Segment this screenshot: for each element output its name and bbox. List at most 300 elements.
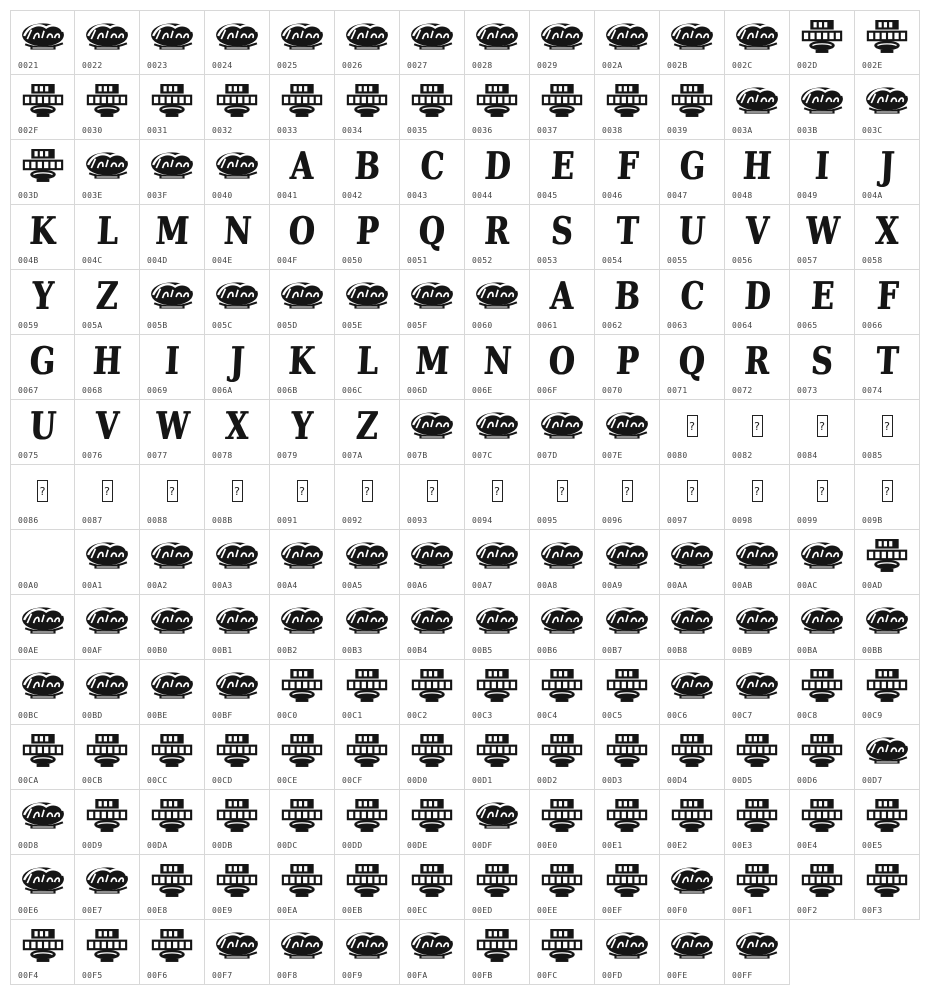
glyph-code-label: 00C0 <box>277 711 298 720</box>
glyph-code-label: 00E0 <box>537 841 558 850</box>
glyph-code-label: 00AC <box>797 581 818 590</box>
glyph-code-label: 00EC <box>407 906 428 915</box>
script-logo-glyph <box>85 670 129 702</box>
badge-logo-icon <box>270 664 334 708</box>
script-logo-icon <box>75 599 139 643</box>
glyph-cell-00cf <box>335 725 400 790</box>
script-logo-icon <box>725 15 789 59</box>
glyph-letter-l: L <box>355 338 379 383</box>
glyph-code-label: 007E <box>602 451 623 460</box>
missing-glyph-icon <box>660 404 724 448</box>
glyph-cell-00de <box>400 790 465 855</box>
glyph-cell-00ee <box>530 855 595 920</box>
glyph-cell-0087 <box>75 465 140 530</box>
script-logo-icon <box>75 144 139 188</box>
script-logo-glyph <box>735 930 779 962</box>
script-logo-icon <box>11 15 74 59</box>
script-logo-glyph <box>475 605 519 637</box>
badge-logo-icon <box>270 794 334 838</box>
glyph-cell-00d8 <box>10 790 75 855</box>
glyph-code-label: 004F <box>277 256 298 265</box>
glyph-cell-00c8 <box>790 660 855 725</box>
glyph-letter-y: Y <box>290 403 314 448</box>
glyph-letter <box>335 209 399 253</box>
badge-logo-glyph <box>670 734 714 768</box>
glyph-letter <box>11 274 74 318</box>
glyph-cell-00e2 <box>660 790 725 855</box>
glyph-code-label: 005E <box>342 321 363 330</box>
glyph-code-label: 00B9 <box>732 646 753 655</box>
script-logo-glyph <box>150 150 194 182</box>
glyph-code-label: 0067 <box>18 386 39 395</box>
glyph-cell-005f <box>400 270 465 335</box>
glyph-letter <box>660 144 724 188</box>
glyph-cell-0092 <box>335 465 400 530</box>
script-logo-glyph <box>475 280 519 312</box>
glyph-code-label: 003B <box>797 126 818 135</box>
glyph-cell-005e <box>335 270 400 335</box>
glyph-code-label: 0056 <box>732 256 753 265</box>
missing-glyph-box: ? <box>102 480 113 502</box>
glyph-code-label: 0027 <box>407 61 428 70</box>
badge-logo-icon <box>855 794 919 838</box>
glyph-code-label: 00C9 <box>862 711 883 720</box>
glyph-cell-0064 <box>725 270 790 335</box>
glyph-letter <box>660 274 724 318</box>
missing-glyph-box: ? <box>882 415 893 437</box>
glyph-letter <box>205 404 269 448</box>
glyph-code-label: 00D3 <box>602 776 623 785</box>
script-logo-glyph <box>215 540 259 572</box>
glyph-code-label: 0054 <box>602 256 623 265</box>
badge-logo-glyph <box>280 799 324 833</box>
glyph-code-label: 004B <box>18 256 39 265</box>
script-logo-glyph <box>410 280 454 312</box>
script-logo-icon <box>725 599 789 643</box>
glyph-cell-00a8 <box>530 530 595 595</box>
glyph-code-label: 006F <box>537 386 558 395</box>
glyph-cell-0025 <box>270 10 335 75</box>
glyph-code-label: 0072 <box>732 386 753 395</box>
script-logo-icon <box>335 534 399 578</box>
glyph-cell-006e <box>465 335 530 400</box>
glyph-code-label: 00CE <box>277 776 298 785</box>
glyph-cell-0076 <box>75 400 140 465</box>
badge-logo-glyph <box>85 734 129 768</box>
glyph-code-label: 00BB <box>862 646 883 655</box>
glyph-code-label: 00AB <box>732 581 753 590</box>
script-logo-glyph <box>215 280 259 312</box>
glyph-map-grid <box>10 10 920 985</box>
badge-logo-icon <box>595 794 659 838</box>
glyph-code-label: 0057 <box>797 256 818 265</box>
glyph-cell-0074 <box>855 335 920 400</box>
glyph-cell-00ea <box>270 855 335 920</box>
glyph-letter <box>725 144 789 188</box>
glyph-letter <box>725 339 789 383</box>
glyph-cell-00e5 <box>855 790 920 855</box>
glyph-cell-0052 <box>465 205 530 270</box>
script-logo-icon <box>140 274 204 318</box>
glyph-cell-00f1 <box>725 855 790 920</box>
glyph-cell-00c9 <box>855 660 920 725</box>
script-logo-icon <box>205 144 269 188</box>
glyph-cell-00b6 <box>530 595 595 660</box>
glyph-cell-00b5 <box>465 595 530 660</box>
missing-glyph-box: ? <box>752 415 763 437</box>
glyph-cell-00cd <box>205 725 270 790</box>
missing-glyph-box: ? <box>557 480 568 502</box>
badge-logo-glyph <box>150 84 194 118</box>
glyph-cell-004d <box>140 205 205 270</box>
glyph-code-label: 0051 <box>407 256 428 265</box>
glyph-code-label: 0088 <box>147 516 168 525</box>
script-logo-glyph <box>150 540 194 572</box>
missing-glyph-icon <box>855 469 919 513</box>
script-logo-glyph <box>410 410 454 442</box>
glyph-code-label: 00D1 <box>472 776 493 785</box>
glyph-letter <box>530 274 594 318</box>
glyph-letter <box>270 339 334 383</box>
glyph-cell-00cc <box>140 725 205 790</box>
script-logo-glyph <box>215 21 259 53</box>
script-logo-icon <box>855 79 919 123</box>
glyph-code-label: 00AE <box>18 646 39 655</box>
glyph-cell-00e8 <box>140 855 205 920</box>
badge-logo-glyph <box>345 864 389 898</box>
glyph-cell-00bb <box>855 595 920 660</box>
missing-glyph-icon <box>790 404 854 448</box>
badge-logo-icon <box>140 924 204 968</box>
glyph-letter <box>75 274 139 318</box>
script-logo-icon <box>595 15 659 59</box>
script-logo-icon <box>725 664 789 708</box>
glyph-letter <box>400 339 464 383</box>
glyph-code-label: 007C <box>472 451 493 460</box>
script-logo-glyph <box>150 670 194 702</box>
badge-logo-icon <box>725 794 789 838</box>
badge-logo-glyph <box>475 84 519 118</box>
glyph-letter-y: Y <box>30 273 55 318</box>
script-logo-glyph <box>410 605 454 637</box>
glyph-code-label: 0086 <box>18 516 39 525</box>
glyph-cell-0048 <box>725 140 790 205</box>
script-logo-icon <box>270 15 334 59</box>
missing-glyph-box: ? <box>297 480 308 502</box>
glyph-letter <box>725 274 789 318</box>
script-logo-glyph <box>85 21 129 53</box>
glyph-code-label: 0095 <box>537 516 558 525</box>
glyph-cell-0096 <box>595 465 660 530</box>
glyph-letter-z: Z <box>94 273 120 318</box>
glyph-code-label: 00A1 <box>82 581 103 590</box>
glyph-code-label: 007D <box>537 451 558 460</box>
glyph-code-label: 0063 <box>667 321 688 330</box>
script-logo-glyph <box>475 540 519 572</box>
glyph-letter-s: S <box>810 338 834 383</box>
glyph-code-label: 0060 <box>472 321 493 330</box>
badge-logo-icon <box>270 859 334 903</box>
script-logo-icon <box>595 534 659 578</box>
glyph-letter <box>335 339 399 383</box>
glyph-code-label: 007B <box>407 451 428 460</box>
glyph-cell-0028 <box>465 10 530 75</box>
glyph-code-label: 00E3 <box>732 841 753 850</box>
badge-logo-icon <box>75 729 139 773</box>
missing-glyph-icon <box>855 404 919 448</box>
glyph-cell-0068 <box>75 335 140 400</box>
glyph-cell-00fb <box>465 920 530 985</box>
glyph-cell-0099 <box>790 465 855 530</box>
glyph-cell-0079 <box>270 400 335 465</box>
glyph-cell-00d7 <box>855 725 920 790</box>
script-logo-glyph <box>85 150 129 182</box>
glyph-cell-0098 <box>725 465 790 530</box>
glyph-code-label: 00B6 <box>537 646 558 655</box>
glyph-letter <box>11 404 74 448</box>
badge-logo-icon <box>465 924 529 968</box>
glyph-cell-00dd <box>335 790 400 855</box>
missing-glyph-icon <box>11 469 74 513</box>
script-logo-glyph <box>735 21 779 53</box>
badge-logo-glyph <box>280 84 324 118</box>
badge-logo-icon <box>530 664 594 708</box>
glyph-letter <box>790 144 854 188</box>
glyph-cell-00f6 <box>140 920 205 985</box>
glyph-code-label: 0077 <box>147 451 168 460</box>
badge-logo-glyph <box>865 799 909 833</box>
glyph-code-label: 0079 <box>277 451 298 460</box>
glyph-cell-00da <box>140 790 205 855</box>
glyph-cell-00a5 <box>335 530 400 595</box>
script-logo-icon <box>11 664 74 708</box>
glyph-cell-00c6 <box>660 660 725 725</box>
glyph-cell-00be <box>140 660 205 725</box>
script-logo-icon <box>465 15 529 59</box>
script-logo-icon <box>790 534 854 578</box>
glyph-letter-h: H <box>91 338 123 383</box>
glyph-cell-00d2 <box>530 725 595 790</box>
glyph-code-label: 0084 <box>797 451 818 460</box>
glyph-letter-p: P <box>614 338 640 383</box>
glyph-letter <box>205 209 269 253</box>
script-logo-icon <box>11 859 74 903</box>
glyph-letter <box>140 404 204 448</box>
glyph-cell-00ec <box>400 855 465 920</box>
script-logo-icon <box>205 274 269 318</box>
glyph-cell-00d4 <box>660 725 725 790</box>
glyph-cell-0080 <box>660 400 725 465</box>
glyph-code-label: 0064 <box>732 321 753 330</box>
glyph-cell-0067 <box>10 335 75 400</box>
glyph-cell-00b8 <box>660 595 725 660</box>
script-logo-icon <box>855 599 919 643</box>
glyph-cell-0044 <box>465 140 530 205</box>
glyph-cell-00af <box>75 595 140 660</box>
script-logo-icon <box>530 599 594 643</box>
script-logo-icon <box>400 534 464 578</box>
glyph-code-label: 0082 <box>732 451 753 460</box>
glyph-code-label: 008B <box>212 516 233 525</box>
glyph-code-label: 005A <box>82 321 103 330</box>
glyph-code-label: 003A <box>732 126 753 135</box>
glyph-code-label: 00AA <box>667 581 688 590</box>
glyph-cell-004a <box>855 140 920 205</box>
glyph-cell-0082 <box>725 400 790 465</box>
glyph-code-label: 00AF <box>82 646 103 655</box>
badge-logo-glyph <box>150 864 194 898</box>
glyph-code-label: 00A0 <box>18 581 39 590</box>
script-logo-glyph <box>865 735 909 767</box>
glyph-code-label: 00F6 <box>147 971 168 980</box>
glyph-letter <box>465 144 529 188</box>
badge-logo-icon <box>400 664 464 708</box>
script-logo-glyph <box>670 930 714 962</box>
glyph-letter <box>855 339 919 383</box>
badge-logo-icon <box>335 79 399 123</box>
badge-logo-glyph <box>21 734 65 768</box>
badge-logo-icon <box>205 794 269 838</box>
badge-logo-glyph <box>540 669 584 703</box>
missing-glyph-icon <box>790 469 854 513</box>
badge-logo-glyph <box>800 734 844 768</box>
glyph-letter-k: K <box>287 338 317 383</box>
glyph-code-label: 0040 <box>212 191 233 200</box>
glyph-letter <box>530 144 594 188</box>
glyph-letter-n: N <box>222 208 252 253</box>
badge-logo-glyph <box>605 864 649 898</box>
glyph-code-label: 0052 <box>472 256 493 265</box>
glyph-letter <box>595 144 659 188</box>
glyph-cell-00b7 <box>595 595 660 660</box>
glyph-code-label: 0065 <box>797 321 818 330</box>
glyph-code-label: 003F <box>147 191 168 200</box>
glyph-cell-0023 <box>140 10 205 75</box>
glyph-code-label: 00A4 <box>277 581 298 590</box>
glyph-code-label: 0031 <box>147 126 168 135</box>
glyph-letter-a: A <box>289 143 315 188</box>
script-logo-icon <box>11 599 74 643</box>
glyph-letter-s: S <box>550 208 574 253</box>
glyph-cell-009b <box>855 465 920 530</box>
glyph-letter <box>75 404 139 448</box>
badge-logo-icon <box>335 794 399 838</box>
badge-logo-icon <box>595 79 659 123</box>
glyph-cell-004e <box>205 205 270 270</box>
glyph-cell-0075 <box>10 400 75 465</box>
glyph-cell-00f7 <box>205 920 270 985</box>
glyph-letter <box>660 209 724 253</box>
glyph-code-label: 00DF <box>472 841 493 850</box>
badge-logo-glyph <box>410 734 454 768</box>
badge-logo-icon <box>11 79 74 123</box>
glyph-letter-d: D <box>742 273 772 318</box>
glyph-letter-c: C <box>419 143 446 188</box>
script-logo-glyph <box>21 605 65 637</box>
glyph-cell-002e <box>855 10 920 75</box>
glyph-code-label: 00FA <box>407 971 428 980</box>
glyph-cell-00e4 <box>790 790 855 855</box>
glyph-code-label: 00FB <box>472 971 493 980</box>
glyph-cell-004b <box>10 205 75 270</box>
script-logo-glyph <box>150 280 194 312</box>
glyph-code-label: 00DD <box>342 841 363 850</box>
glyph-letter-m: M <box>154 208 190 253</box>
glyph-code-label: 0085 <box>862 451 883 460</box>
script-logo-glyph <box>865 85 909 117</box>
script-logo-icon <box>335 274 399 318</box>
glyph-code-label: 00FD <box>602 971 623 980</box>
script-logo-glyph <box>21 800 65 832</box>
badge-logo-icon <box>790 729 854 773</box>
badge-logo-icon <box>75 794 139 838</box>
glyph-letter-e: E <box>809 273 835 318</box>
glyph-letter <box>270 209 334 253</box>
glyph-cell-003a <box>725 75 790 140</box>
glyph-cell-00d3 <box>595 725 660 790</box>
glyph-code-label: 0048 <box>732 191 753 200</box>
glyph-code-label: 00FF <box>732 971 753 980</box>
glyph-cell-00cb <box>75 725 140 790</box>
badge-logo-icon <box>530 924 594 968</box>
glyph-cell-0057 <box>790 205 855 270</box>
glyph-code-label: 00D4 <box>667 776 688 785</box>
script-logo-icon <box>595 404 659 448</box>
glyph-code-label: 0073 <box>797 386 818 395</box>
badge-logo-glyph <box>215 799 259 833</box>
script-logo-icon <box>205 534 269 578</box>
glyph-cell-00e3 <box>725 790 790 855</box>
glyph-letter-m: M <box>414 338 450 383</box>
script-logo-glyph <box>735 85 779 117</box>
badge-logo-icon <box>595 729 659 773</box>
badge-logo-icon <box>855 859 919 903</box>
glyph-code-label: 004A <box>862 191 883 200</box>
script-logo-glyph <box>215 670 259 702</box>
script-logo-glyph <box>605 410 649 442</box>
glyph-letter-j: J <box>878 143 896 188</box>
badge-logo-glyph <box>85 929 129 963</box>
glyph-cell-0024 <box>205 10 270 75</box>
glyph-cell-0078 <box>205 400 270 465</box>
glyph-cell-0042 <box>335 140 400 205</box>
script-logo-glyph <box>410 930 454 962</box>
script-logo-glyph <box>670 540 714 572</box>
glyph-cell-00e7 <box>75 855 140 920</box>
badge-logo-icon <box>400 859 464 903</box>
glyph-code-label: 0035 <box>407 126 428 135</box>
glyph-code-label: 00D7 <box>862 776 883 785</box>
glyph-code-label: 0068 <box>82 386 103 395</box>
badge-logo-glyph <box>605 734 649 768</box>
glyph-code-label: 00E5 <box>862 841 883 850</box>
badge-logo-glyph <box>150 799 194 833</box>
glyph-code-label: 002E <box>862 61 883 70</box>
glyph-code-label: 00EA <box>277 906 298 915</box>
script-logo-glyph <box>605 605 649 637</box>
glyph-cell-00f9 <box>335 920 400 985</box>
glyph-letter-r: R <box>743 338 771 383</box>
glyph-cell-00bd <box>75 660 140 725</box>
glyph-cell-0095 <box>530 465 595 530</box>
glyph-cell-00d0 <box>400 725 465 790</box>
badge-logo-icon <box>335 859 399 903</box>
glyph-code-label: 0049 <box>797 191 818 200</box>
glyph-cell-007b <box>400 400 465 465</box>
badge-logo-icon <box>465 859 529 903</box>
glyph-letter-n: N <box>482 338 512 383</box>
badge-logo-icon <box>595 859 659 903</box>
